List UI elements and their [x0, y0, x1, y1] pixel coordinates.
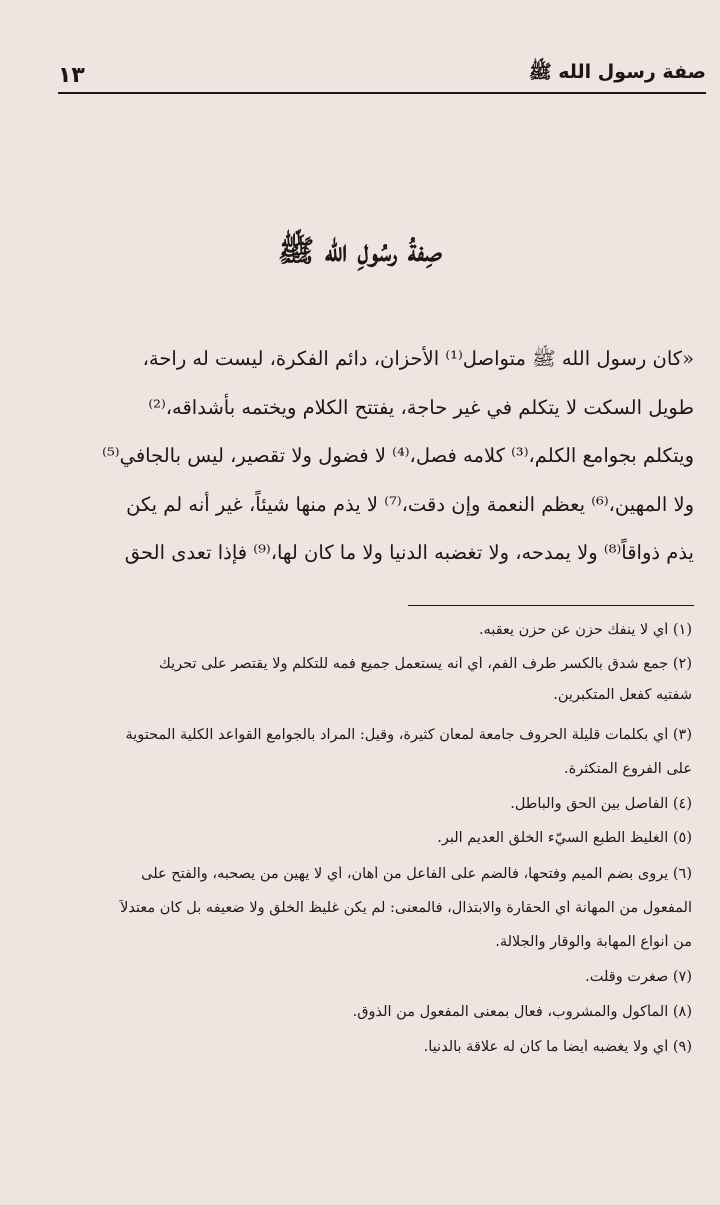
- footnote-line: (٩) أي ولا يغضبه أيضاً ما كان له علاقة بالدنيا.: [423, 1039, 692, 1055]
- page-header: [58, 58, 706, 94]
- footnote-line: المفعول من المهانة أي الحقارة والابتذال، فالمعنى: لم يكن غليظ الخلق ولا ضعيفه بل كان معتدلاً: [120, 900, 692, 916]
- footnote-line: من أنواع المهابة والوقار والجلالة.: [495, 934, 692, 950]
- footnotes: [58, 622, 692, 1073]
- chapter-title: صِفةُ رسُولِ الله ﷺ: [278, 234, 442, 269]
- running-title: صفة رسول الله ﷺ: [528, 61, 706, 83]
- footnote-line: (٣) أي بكلمات قليلة الحروف جامعة لمعان كثيرة، وقيل: المراد بالجوامع القواعد الكلية المحتوية: [125, 727, 692, 743]
- body-line: طويل السكت لا يتكلم في غير حاجة، يفتتح الكلام ويختمه بأشداقه،⁽²⁾: [148, 395, 694, 419]
- body-line: ويتكلم بجوامع الكلم،⁽³⁾ كلامه فصل،⁽⁴⁾ لا فضول ولا تقصير، ليس بالجافي⁽⁵⁾: [102, 444, 694, 467]
- body-line: «كان رسول الله ﷺ متواصل⁽¹⁾ الأحزان، دائم الفكرة، ليست له راحة،: [142, 347, 694, 370]
- page-number: ١٣: [58, 63, 85, 88]
- footnote-line: (٦) يروى بضم الميم وفتحها، فالضم على الفاعل من أهان، أي لا يهين من يصحبه، والفتح على: [141, 866, 692, 882]
- body-line: ولا المهين،⁽⁶⁾ يعظم النعمة وإن دقت،⁽⁷⁾ لا يذم منها شيئاً، غير أنه لم يكن: [126, 492, 694, 516]
- footnote-line: (٥) الغليظ الطبع السيّء الخلق العديم البر.: [437, 830, 692, 846]
- footnote-line: (٤) الفاصل بين الحق والباطل.: [510, 796, 692, 812]
- footnote-line: شفتيه كفعل المتكبرين.: [553, 687, 692, 703]
- footnote-line: (٧) صغرت وقلت.: [585, 969, 692, 985]
- footnote-line: (١) أي لا ينفك حزن عن حزن يعقبه.: [478, 622, 692, 638]
- body-line: يذم ذواقاً⁽⁸⁾ ولا يمدحه، ولا تغضبه الدنيا ولا ما كان لها،⁽⁹⁾ فإذا تعدى الحق: [124, 541, 694, 564]
- body-text: [60, 335, 694, 578]
- footnote-line: (٨) المأكول والمشروب، فعال بمعنى المفعول من الذوق.: [352, 1004, 692, 1020]
- footnote-line: (٢) جمع شدق بالكسر طرف الفم، أي أنه يستعمل جميع فمه للتكلم ولا يقتصر على تحريك: [158, 656, 692, 672]
- footnote-line: على الفروع المتكثرة.: [564, 761, 692, 777]
- footnote-divider: [408, 605, 694, 606]
